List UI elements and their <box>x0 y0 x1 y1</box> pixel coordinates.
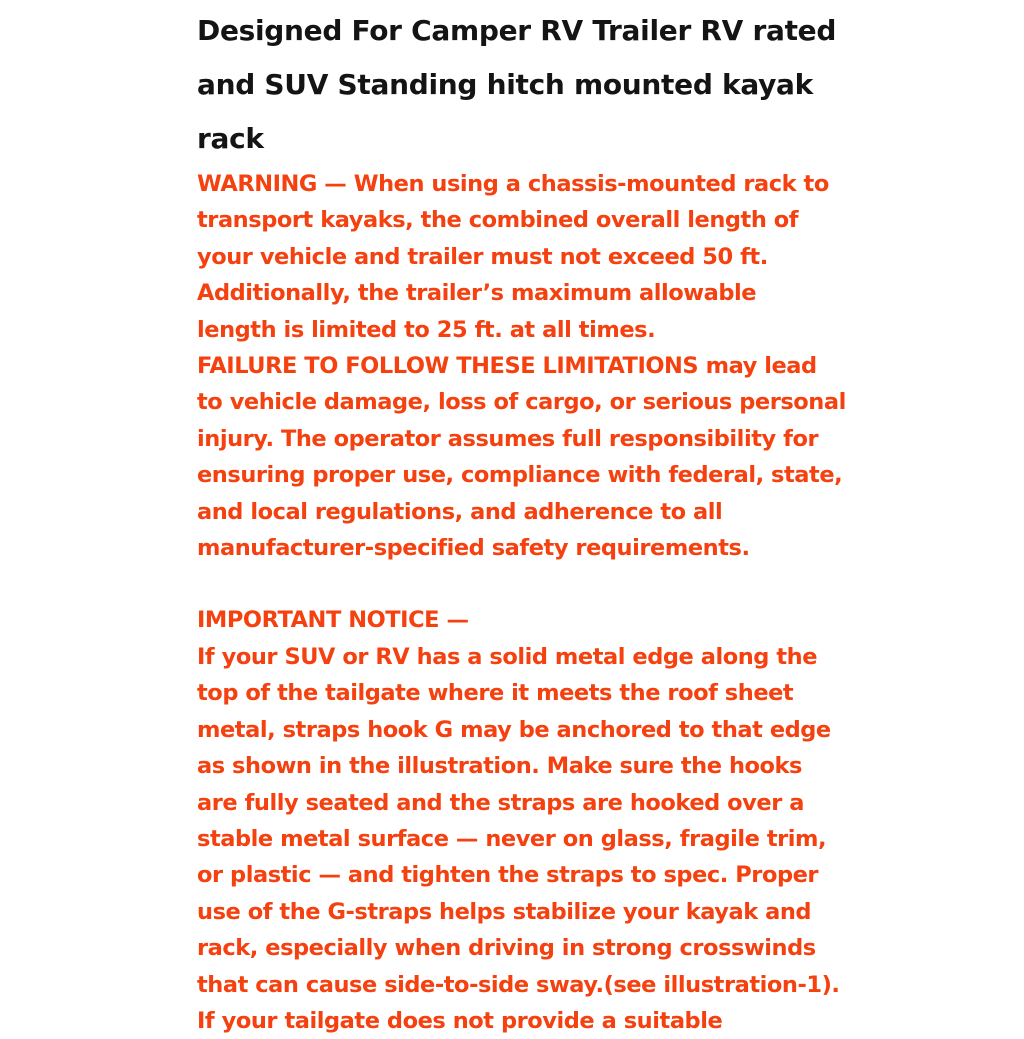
notice-line: top of the tailgate where it meets the roof sheet <box>197 680 794 707</box>
notice-line: metal, straps hook G may be anchored to that edge <box>197 716 831 743</box>
notice-line: as shown in the illustration. Make sure the hooks <box>197 753 802 780</box>
notice-line: or plastic — and tighten the straps to spec. Proper <box>197 862 819 889</box>
notice-line: stable metal surface — never on glass, fragile trim, <box>197 825 827 852</box>
warning-line: and local regulations, and adherence to all <box>197 498 723 525</box>
notice-heading: IMPORTANT NOTICE — <box>197 607 469 634</box>
notice-line: use of the G-straps helps stabilize your kayak and <box>197 898 812 925</box>
paragraph-spacer <box>197 566 837 602</box>
warning-line: manufacturer-specified safety requirements. <box>197 535 750 562</box>
warning-paragraph <box>197 166 846 566</box>
warning-line: length is limited to 25 ft. at all times. <box>197 316 656 343</box>
notice-paragraph <box>197 602 840 1039</box>
notice-line: If your SUV or RV has a solid metal edge along the <box>197 643 818 670</box>
warning-line: Additionally, the trailer’s maximum allowable <box>197 280 757 307</box>
title-line: rack <box>197 122 264 155</box>
warning-line: ensuring proper use, compliance with federal, state, <box>197 462 843 489</box>
warning-line: FAILURE TO FOLLOW THESE LIMITATIONS may lead <box>197 353 817 380</box>
warning-line: to vehicle damage, loss of cargo, or serious personal <box>197 389 846 416</box>
product-title <box>197 0 837 166</box>
warning-line: WARNING — When using a chassis-mounted rack to <box>197 171 829 197</box>
warning-line: transport kayaks, the combined overall length of <box>197 207 799 234</box>
notice-line: are fully seated and the straps are hooked over a <box>197 789 804 816</box>
notice-line: If your tailgate does not provide a suitable <box>197 1007 723 1034</box>
notice-line: that can cause side-to-side sway.(see illustration-1). <box>197 971 840 998</box>
notice-line: rack, especially when driving in strong crosswinds <box>197 935 816 962</box>
title-line: and SUV Standing hitch mounted kayak <box>197 68 813 101</box>
warning-line: injury. The operator assumes full responsibility for <box>197 425 819 452</box>
document-body <box>197 0 846 1039</box>
title-line: Designed For Camper RV Trailer RV rated <box>197 14 837 47</box>
warning-line: your vehicle and trailer must not exceed 50 ft. <box>197 243 768 270</box>
